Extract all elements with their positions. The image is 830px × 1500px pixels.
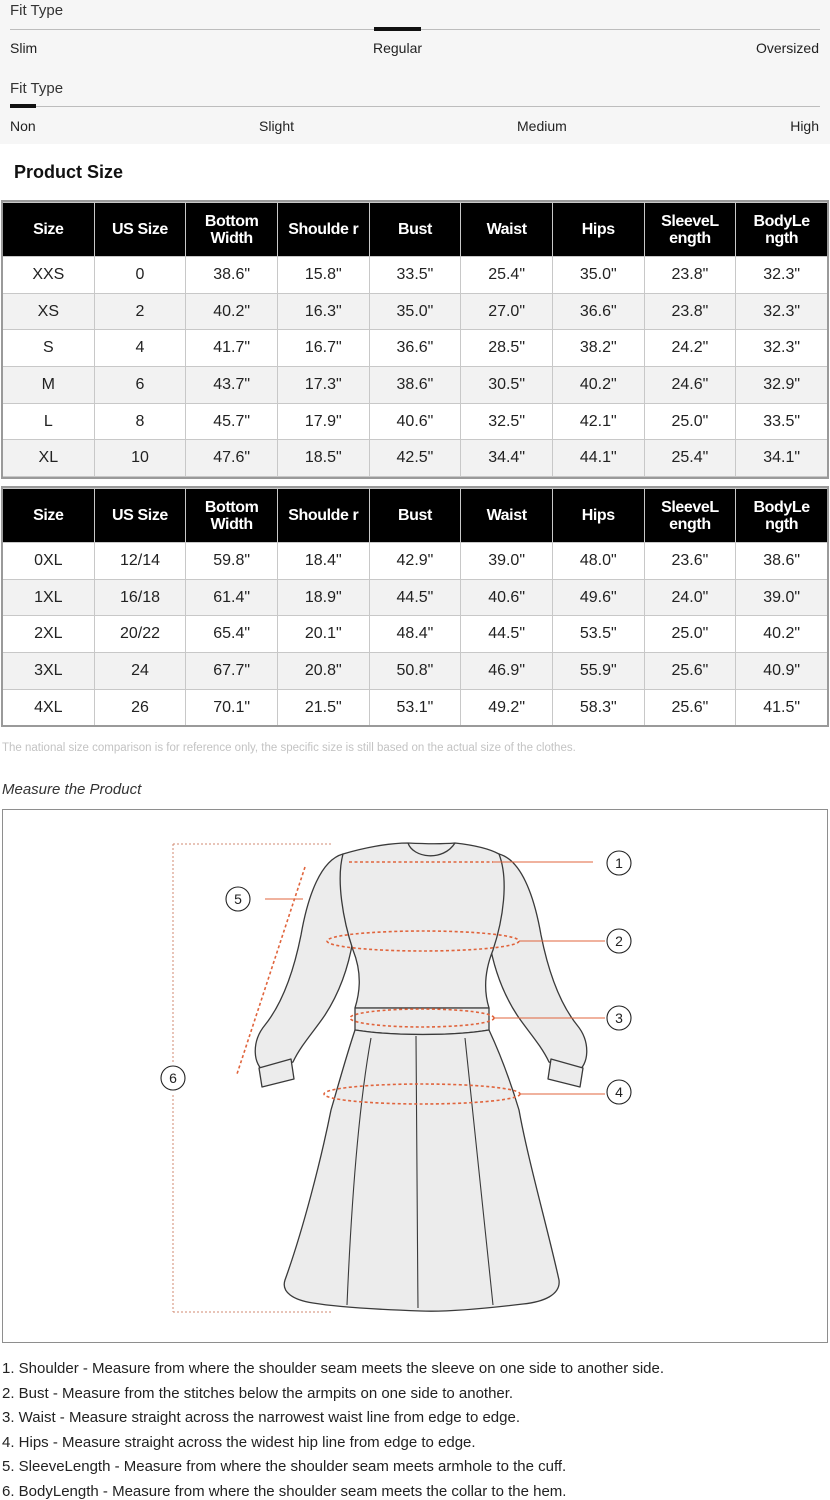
fit-label-medium: Medium (517, 118, 567, 134)
table-cell: 44.5" (369, 579, 461, 616)
table-cell: 32.5" (461, 403, 553, 440)
callout-2: 2 (615, 933, 623, 949)
table-cell: 20/22 (94, 616, 186, 653)
instruction-body-length: 6. BodyLength - Measure from where the shoulder seam meets the collar to the hem. (2, 1482, 567, 1500)
header-waist: Waist (461, 203, 553, 257)
table-cell: 32.3" (736, 257, 828, 294)
table-cell: 25.6" (644, 689, 736, 726)
table-cell: 12/14 (94, 543, 186, 580)
table-header-row (3, 203, 828, 257)
table-cell: 24.0" (644, 579, 736, 616)
table-row (3, 257, 828, 294)
instruction-sleeve-length: 5. SleeveLength - Measure from where the shoulder seam meets armhole to the cuff. (2, 1458, 567, 1476)
fit-type-title: Fit Type (10, 80, 64, 97)
fit-label-regular: Regular (373, 40, 423, 56)
table-cell: 42.5" (369, 440, 461, 477)
table-cell: 33.5" (736, 403, 828, 440)
table-cell: 18.9" (277, 579, 369, 616)
size-table-plus (2, 488, 828, 726)
fit-label-slim: Slim (10, 40, 38, 56)
header-size: Size (3, 489, 95, 543)
table-row (3, 689, 828, 726)
table-cell: 32.3" (736, 330, 828, 367)
table-cell: 10 (94, 440, 186, 477)
product-size-title: Product Size (14, 162, 124, 182)
table-cell: 42.1" (552, 403, 644, 440)
table-cell: 46.9" (461, 653, 553, 690)
table-cell: 25.4" (461, 257, 553, 294)
table-cell: 1XL (3, 579, 95, 616)
table-cell: 40.2" (552, 367, 644, 404)
table-row (3, 293, 828, 330)
table-cell: 30.5" (461, 367, 553, 404)
table-cell: 38.6" (186, 257, 278, 294)
fit-type-track (10, 106, 820, 107)
fit-label-slight: Slight (259, 118, 295, 134)
table-cell: 28.5" (461, 330, 553, 367)
table-cell: XL (3, 440, 95, 477)
table-cell: S (3, 330, 95, 367)
table-cell: 49.6" (552, 579, 644, 616)
table-cell: 16.7" (277, 330, 369, 367)
table-cell: 25.0" (644, 616, 736, 653)
table-cell: 0XL (3, 543, 95, 580)
table-cell: 39.0" (736, 579, 828, 616)
fit-type-stretch-panel (0, 66, 830, 144)
table-cell: 6 (94, 367, 186, 404)
table-cell: 44.1" (552, 440, 644, 477)
table-cell: 40.9" (736, 653, 828, 690)
instruction-waist: 3. Waist - Measure straight across the narrowest waist line from edge to edge. (2, 1409, 521, 1427)
table-cell: 0 (94, 257, 186, 294)
table-cell: 61.4" (186, 579, 278, 616)
header-bust: Bust (369, 489, 461, 543)
dress-shape (255, 843, 587, 1311)
table-cell: 23.8" (644, 257, 736, 294)
table-cell: 49.2" (461, 689, 553, 726)
table-cell: 34.1" (736, 440, 828, 477)
table-cell: 44.5" (461, 616, 553, 653)
header-size: Size (3, 203, 95, 257)
table-cell: 17.3" (277, 367, 369, 404)
table-cell: 40.2" (186, 293, 278, 330)
instruction-bust: 2. Bust - Measure from the stitches below the armpits on one side to another. (2, 1384, 514, 1402)
table-cell: 48.0" (552, 543, 644, 580)
table-cell: 4 (94, 330, 186, 367)
header-waist: Waist (461, 489, 553, 543)
table-cell: 42.9" (369, 543, 461, 580)
fit-type-track (10, 29, 820, 30)
table-cell: 40.2" (736, 616, 828, 653)
table-cell: 20.8" (277, 653, 369, 690)
table-cell: 18.5" (277, 440, 369, 477)
table-body (3, 543, 828, 726)
table-cell: 24.2" (644, 330, 736, 367)
table-cell: 40.6" (369, 403, 461, 440)
table-cell: 23.8" (644, 293, 736, 330)
table-cell: 40.6" (461, 579, 553, 616)
size-table-regular (2, 202, 828, 477)
fit-type-selected-marker (10, 104, 36, 108)
table-cell: XXS (3, 257, 95, 294)
table-cell: 25.6" (644, 653, 736, 690)
table-cell: 25.4" (644, 440, 736, 477)
table-cell: 70.1" (186, 689, 278, 726)
fit-type-slim-regular-panel (0, 0, 830, 66)
table-row (3, 367, 828, 404)
table-cell: 27.0" (461, 293, 553, 330)
header-bottom-width: Bottom Width (186, 203, 278, 257)
table-row (3, 330, 828, 367)
table-cell: 24 (94, 653, 186, 690)
instruction-shoulder: 1. Shoulder - Measure from where the shoulder seam meets the sleeve on one side to another side. (2, 1360, 665, 1377)
table-cell: 25.0" (644, 403, 736, 440)
header-hips: Hips (552, 203, 644, 257)
header-us-size: US Size (94, 489, 186, 543)
measure-title: Measure the Product (2, 781, 142, 798)
table-cell: 35.0" (369, 293, 461, 330)
table-cell: 55.9" (552, 653, 644, 690)
table-cell: 35.0" (552, 257, 644, 294)
table-cell: 20.1" (277, 616, 369, 653)
header-bust: Bust (369, 203, 461, 257)
table-cell: 53.1" (369, 689, 461, 726)
table-cell: 26 (94, 689, 186, 726)
table-cell: 8 (94, 403, 186, 440)
table-cell: 16/18 (94, 579, 186, 616)
callout-5: 5 (234, 891, 242, 907)
table-cell: 43.7" (186, 367, 278, 404)
table-cell: 17.9" (277, 403, 369, 440)
header-bottom-width: Bottom Width (186, 489, 278, 543)
table-cell: 48.4" (369, 616, 461, 653)
instruction-hips: 4. Hips - Measure straight across the widest hip line from edge to edge. (2, 1433, 476, 1451)
table-cell: 2 (94, 293, 186, 330)
table-cell: 53.5" (552, 616, 644, 653)
callout-6: 6 (169, 1070, 177, 1086)
table-cell: 15.8" (277, 257, 369, 294)
table-row (3, 403, 828, 440)
table-row (3, 440, 828, 477)
fit-type-selected-marker (374, 27, 421, 31)
table-header-row (3, 489, 828, 543)
table-cell: 45.7" (186, 403, 278, 440)
table-cell: 3XL (3, 653, 95, 690)
table-cell: XS (3, 293, 95, 330)
fit-label-non: Non (10, 118, 36, 134)
table-cell: 50.8" (369, 653, 461, 690)
table-cell: 4XL (3, 689, 95, 726)
table-cell: 38.6" (369, 367, 461, 404)
callout-4: 4 (615, 1084, 623, 1100)
table-row (3, 616, 828, 653)
table-row (3, 579, 828, 616)
callout-1: 1 (615, 855, 623, 871)
table-cell: 47.6" (186, 440, 278, 477)
table-cell: M (3, 367, 95, 404)
table-body (3, 257, 828, 477)
table-cell: 38.2" (552, 330, 644, 367)
header-hips: Hips (552, 489, 644, 543)
table-cell: 23.6" (644, 543, 736, 580)
table-cell: 36.6" (552, 293, 644, 330)
fit-type-title: Fit Type (10, 2, 64, 19)
header-us-size: US Size (94, 203, 186, 257)
table-cell: 2XL (3, 616, 95, 653)
table-cell: L (3, 403, 95, 440)
size-disclaimer: The national size comparison is for reference only, the specific size is still based on the actual size of the clothes. (2, 742, 576, 754)
header-body-length: BodyLe ngth (736, 489, 828, 543)
table-cell: 65.4" (186, 616, 278, 653)
callout-3: 3 (615, 1010, 623, 1026)
fit-label-oversized: Oversized (755, 40, 819, 56)
header-shoulder: Shoulde r (277, 203, 369, 257)
table-cell: 21.5" (277, 689, 369, 726)
header-sleeve-length: SleeveL ength (644, 489, 736, 543)
table-row (3, 653, 828, 690)
table-cell: 41.7" (186, 330, 278, 367)
dress-illustration (3, 810, 829, 1344)
table-cell: 39.0" (461, 543, 553, 580)
fit-label-high: High (790, 118, 819, 134)
table-cell: 34.4" (461, 440, 553, 477)
table-cell: 16.3" (277, 293, 369, 330)
measurement-instructions (2, 1357, 828, 1500)
table-row (3, 543, 828, 580)
table-cell: 32.9" (736, 367, 828, 404)
header-body-length: BodyLe ngth (736, 203, 828, 257)
table-cell: 36.6" (369, 330, 461, 367)
table-cell: 18.4" (277, 543, 369, 580)
table-cell: 38.6" (736, 543, 828, 580)
header-sleeve-length: SleeveL ength (644, 203, 736, 257)
table-cell: 67.7" (186, 653, 278, 690)
table-cell: 58.3" (552, 689, 644, 726)
header-shoulder: Shoulde r (277, 489, 369, 543)
measurement-diagram (2, 809, 828, 1343)
table-cell: 33.5" (369, 257, 461, 294)
table-cell: 59.8" (186, 543, 278, 580)
table-cell: 24.6" (644, 367, 736, 404)
table-cell: 32.3" (736, 293, 828, 330)
table-cell: 41.5" (736, 689, 828, 726)
